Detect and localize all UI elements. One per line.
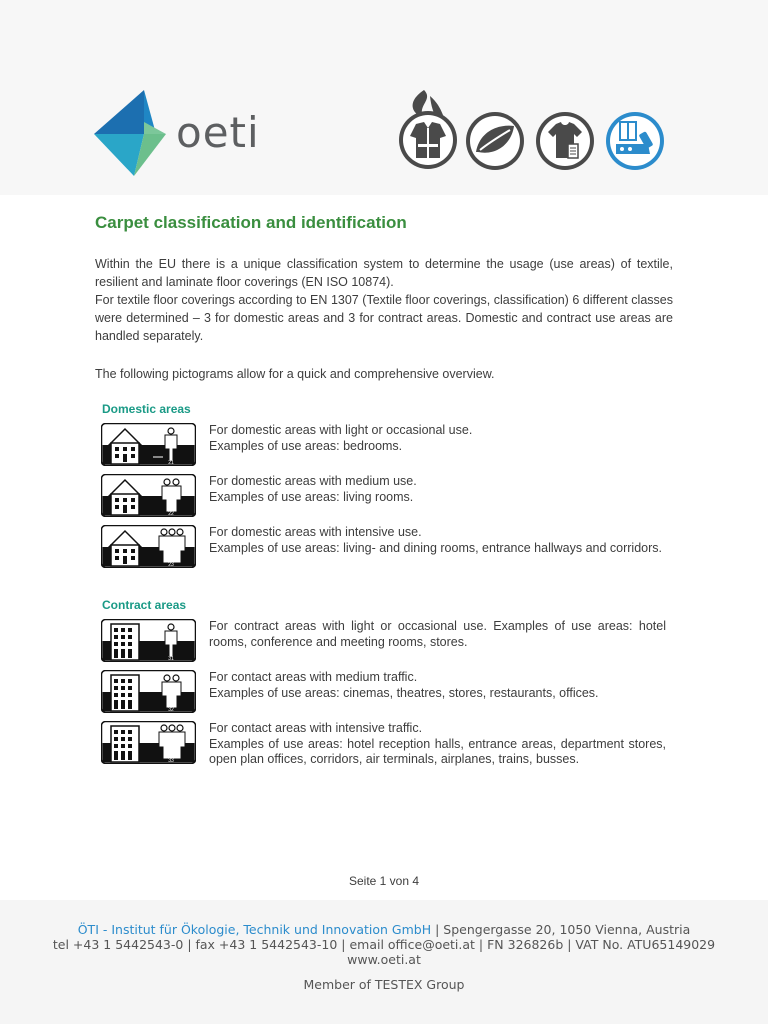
domestic-class-23-description [209,525,666,556]
contract-class-33-description [209,721,666,768]
description-line: Examples of use areas: bedrooms. [209,438,403,453]
description-line: Examples of use areas: hotel reception halls, entrance areas, department stores, open plan offices, corridors, air terminals, airplanes, trains, busses. [209,736,666,766]
description-line: For domestic areas with medium use. [209,474,417,488]
certification-icons [392,86,672,176]
leaf-ecology-icon [464,110,526,172]
class-number: 31 [168,656,174,662]
intro-paragraph-3: The following pictograms allow for a quick and comprehensive overview. [95,367,495,381]
footer-website: www.oeti.at [347,952,421,967]
fire-protection-icon [394,86,462,172]
domestic-class-22-description [209,474,666,505]
contract-class-31-pictogram [101,619,196,662]
tshirt-textile-icon [534,110,596,172]
domestic-class-23-pictogram [101,525,196,568]
page-number: Seite 1 von 4 [348,874,420,888]
oeti-logo-text: oeti [176,108,260,157]
oeti-logo-mark-icon [94,88,174,180]
description-line: For contact areas with intensive traffic. [209,721,423,735]
description-line: Examples of use areas: living- and dining rooms, entrance hallways and corridors. [209,540,663,555]
description-line: Examples of use areas: living rooms. [209,489,414,504]
page-title: Carpet classification and identification [95,213,407,232]
contract-class-32-description [209,670,666,701]
intro-paragraph-2: For textile floor coverings according to EN 1307 (Textile floor coverings, classification) 6 different classes were determined – 3 for domestic areas and 3 for contract areas. Domestic and contract use areas are handled separately. [95,293,673,343]
class-number: 33 [168,758,174,764]
footer-company-name: ÖTI - Institut für Ökologie, Technik und Innovation GmbH [77,922,432,937]
description-line: For contact areas with medium traffic. [209,670,418,684]
class-number: 21 [168,460,174,466]
footer-company-line [0,922,768,937]
footer-contact: tel +43 1 5442543-0 | fax +43 1 5442543-10 | email office@oeti.at | FN 326826b | VAT No. ATU65149029 [52,937,716,952]
domestic-areas-heading: Domestic areas [102,402,191,416]
contract-areas-heading: Contract areas [102,598,187,612]
domestic-class-21-pictogram [101,423,196,466]
intro-paragraph-1: Within the EU there is a unique classification system to determine the usage (use areas) of textile, resilient and laminate floor coverings (EN ISO 10874). [95,257,673,289]
description-line: Examples of use areas: cinemas, theatres, stores, restaurants, offices. [209,685,599,700]
description-line: For domestic areas with intensive use. [209,525,422,539]
contract-class-31-description [209,619,666,650]
class-number: 22 [168,511,174,517]
oeti-logo [94,88,264,180]
class-number: 32 [168,707,174,713]
description-line: For domestic areas with light or occasional use. [209,423,473,437]
footer-member: Member of TESTEX Group [303,977,465,992]
domestic-class-22-pictogram [101,474,196,517]
contract-class-33-pictogram [101,721,196,764]
footer-address: | Spengergasse 20, 1050 Vienna, Austria [431,922,691,937]
description-line: For contract areas with light or occasional use. Examples of use areas: hotel rooms, conference and meeting rooms, stores. [209,619,666,649]
window-cleaning-icon [604,110,666,172]
domestic-class-21-description [209,423,666,454]
contract-class-32-pictogram [101,670,196,713]
class-number: 23 [168,562,174,568]
